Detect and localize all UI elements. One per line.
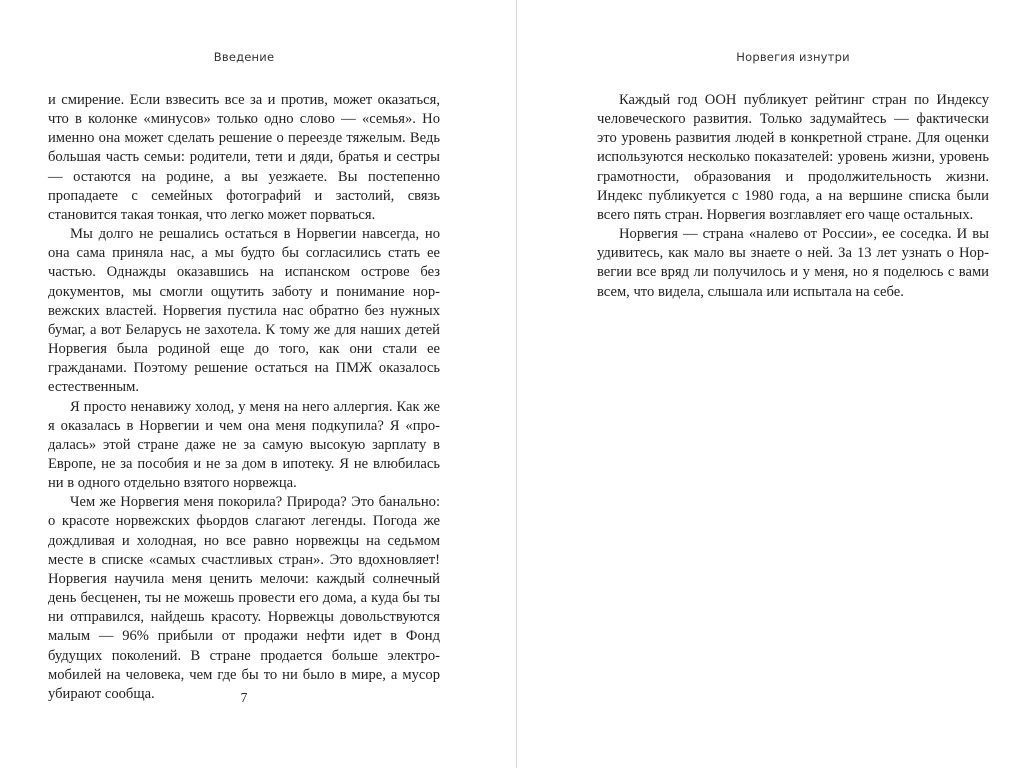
left-page: [0, 0, 516, 768]
paragraph: Чем же Норвегия меня покорила? Природа? Это банально: о красоте норвежских фьордов слагают легенды. Погода же дождливая и холодная, но все равно норвежцы на седьмом месте в списке «самых счастливых стран». Это вдохновляет! Норвегия научила меня ценить мелочи: каждый солнечный день бесценен, ты не можешь провести его дома, а куда бы ты ни отправился, найдешь красоту. Норвежцы довольствуются малым — 96% прибыли от продажи нефти идет в Фонд будущих поколений. В стране продается больше электромобилей на человека, чем где бы то ни было в мире, а мусор убирают сообща.: [48, 494, 440, 702]
paragraph: Мы долго не решались остаться в Норвегии навсегда, но она сама приняла нас, а мы будто бы согласились стать ее частью. Однажды оказавшись на испанском острове без документов, мы смогли ощутить заботу и понимание норвежских властей. Норвегия пустила нас обратно без нужных бумаг, а вот Беларусь не захотела. К тому же для наших детей Норвегия была родиной еще до того, как они стали ее гражданами. Поэтому решение остаться на ПМЖ оказалось естественным.: [48, 226, 440, 396]
running-head-left: Введение: [213, 50, 275, 64]
paragraph: Я просто ненавижу холод, у меня на него аллергия. Как же я оказалась в Норвегии и чем она меня подкупила? Я «продалась» этой стране даже не за самую высокую зарплату в Европе, не за пособия и не за дом в ипотеку. Я не влюбилась ни в одного отдельно взятого норвежца.: [48, 398, 440, 492]
right-page-body: [597, 91, 989, 302]
paragraph: Норвегия — страна «налево от России», ее соседка. И вы удивитесь, как мало вы знаете о ней. За 13 лет узнать о Норвегии все вряд ли получилось и у меня, но я поделюсь с вами всем, что видела, слышала или испытала на себе.: [597, 226, 989, 300]
left-page-body: [48, 91, 440, 704]
paragraph: Каждый год ООН публикует рейтинг стран по Индексу человеческого развития. Только задумайтесь — фактически это уровень развития людей в конкретной стране. Для оценки используются несколько показателей: уровень жизни, уровень грамотности, образования и продолжительность жизни. Индекс публикуется с 1980 года, а на вершине списка были всего пять стран. Норвегия возглавляет его чаще остальных.: [597, 92, 989, 223]
running-head-right: Норвегия изнутри: [736, 50, 850, 64]
page-number: 7: [240, 690, 248, 705]
paragraph: и смирение. Если взвесить все за и против, может оказаться, что в колонке «минусов» только одно слово — «семья». Но именно она может сделать решение о переезде тяжелым. Ведь большая часть семьи: родители, тети и дяди, братья и сестры — остаются на родине, а вы уезжаете. Вы постепенно пропадаете с семейных фотографий и застолий, связь становится такая тонкая, что легко может порваться.: [48, 92, 440, 223]
right-page: [517, 0, 1034, 768]
